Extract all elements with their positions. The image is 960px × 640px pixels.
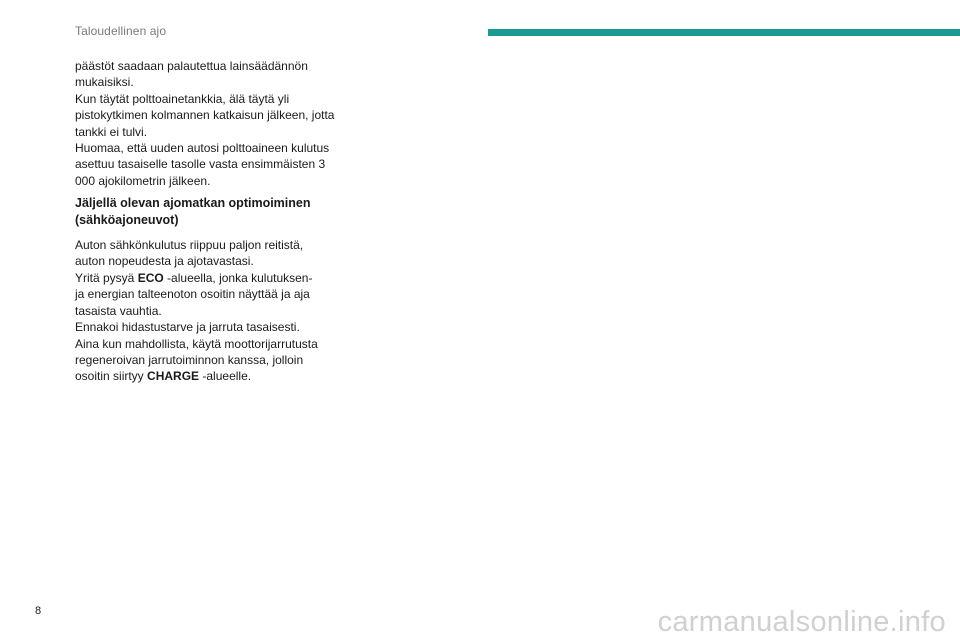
text-line: Auton sähkönkulutus riippuu paljon reitistä,: [75, 238, 304, 253]
heading-line: (sähköajoneuvot): [75, 212, 179, 227]
eco-prefix: Yritä pysyä: [75, 270, 138, 285]
text-line: ja energian talteenoton osoitin näyttää ja aja: [75, 287, 310, 302]
body-paragraph: [75, 237, 345, 385]
text-line: auton nopeudesta ja ajotavastasi.: [75, 254, 254, 269]
text-line: tasaista vauhtia.: [75, 303, 162, 318]
text-line: tankki ei tulvi.: [75, 124, 148, 139]
eco-suffix: -alueella, jonka kulutuksen-: [163, 270, 313, 285]
intro-paragraph: [75, 58, 345, 189]
page-number: 8: [35, 605, 42, 617]
header-accent-bar: [488, 29, 960, 36]
text-line-charge: [75, 369, 251, 383]
charge-label: CHARGE: [147, 369, 200, 384]
running-header: Taloudellinen ajo: [75, 24, 167, 38]
text-line: Ennakoi hidastustarve ja jarruta tasaisesti.: [75, 320, 300, 335]
charge-prefix: osoitin siirtyy: [75, 369, 148, 384]
text-line: asettuu tasaiselle tasolle vasta ensimmäisten 3: [75, 157, 326, 172]
text-line: regeneroivan jarrutoiminnon kanssa, jolloin: [75, 352, 304, 367]
text-line-eco: [75, 271, 312, 285]
watermark: carmanualsonline.info: [657, 606, 946, 638]
text-line: pistokytkimen kolmannen katkaisun jälkeen, jotta: [75, 108, 335, 123]
charge-suffix: -alueelle.: [199, 369, 252, 384]
heading-line: Jäljellä olevan ajomatkan optimoiminen: [75, 196, 311, 211]
text-line: mukaisiksi.: [75, 75, 134, 90]
text-column: [75, 58, 345, 385]
text-line: Aina kun mahdollista, käytä moottorijarrutusta: [75, 336, 318, 351]
text-line: 000 ajokilometrin jälkeen.: [75, 173, 211, 188]
text-line: Kun täytät polttoainetankkia, älä täytä yli: [75, 91, 290, 106]
text-line: Huomaa, että uuden autosi polttoaineen kulutus: [75, 141, 330, 156]
eco-label: ECO: [137, 270, 164, 285]
text-line: päästöt saadaan palautettua lainsäädännön: [75, 59, 308, 73]
section-heading: [75, 195, 345, 228]
